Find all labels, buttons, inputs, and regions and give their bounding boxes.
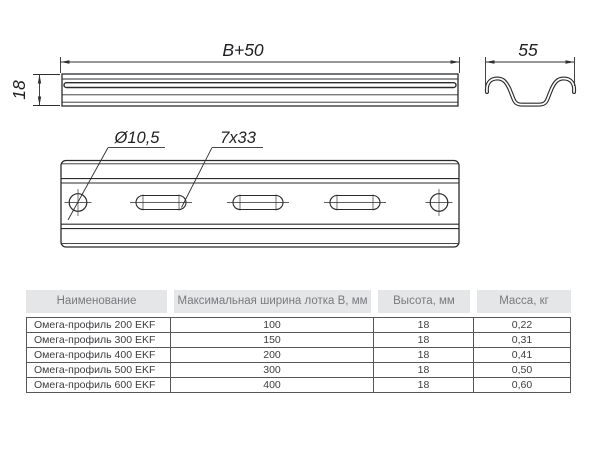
slot-size-label: 7x33 [220, 129, 256, 147]
dimension-height [33, 75, 60, 106]
table-cell: 0,31 [511, 334, 533, 346]
table-cell: 0,60 [511, 379, 533, 391]
table-row [27, 348, 570, 363]
table-cell: Омега-профиль 300 EKF [27, 333, 171, 347]
rolled-edge-band [64, 83, 456, 88]
omega-profile-outline [487, 79, 574, 105]
dimension-length-label: B+50 [222, 40, 264, 60]
slotted-holes [130, 195, 386, 211]
table-header-mass: Масса, кг [477, 290, 571, 313]
table-header-height: Высота, мм [378, 290, 470, 313]
table-cell: 18 [374, 348, 474, 362]
table-cell: 300 [171, 363, 374, 377]
table-cell: 0,22 [511, 319, 533, 331]
arrowhead-left [486, 60, 495, 63]
table-cell: 200 [171, 348, 374, 362]
dimension-height-label: 18 [9, 80, 29, 100]
table-header-max-width: Максимальная ширина лотка В, мм [174, 290, 371, 313]
table-header-name: Наименование [26, 290, 167, 313]
table-cell: 18 [374, 363, 474, 377]
arrowhead-up [38, 75, 41, 84]
table-cell: 0,41 [511, 349, 533, 361]
table-cell: 150 [171, 333, 374, 347]
table-cell: 18 [374, 333, 474, 347]
table-row [27, 363, 570, 378]
table-cell: Омега-профиль 200 EKF [27, 318, 171, 332]
side-view [62, 74, 458, 106]
arrowhead-down [38, 97, 41, 106]
table-cell: 18 [374, 378, 474, 392]
slot-centerlines [130, 195, 386, 211]
table-cell: Омега-профиль 600 EKF [27, 378, 171, 392]
table-cell: 0,50 [511, 364, 533, 376]
leader-slot-size [182, 148, 264, 208]
table-cell: 100 [171, 318, 374, 332]
table-row [27, 318, 570, 333]
dimension-section-width [486, 57, 575, 86]
dimension-section-width-label: 55 [518, 40, 538, 60]
arrowhead-right [451, 60, 460, 63]
table-cell: Омега-профиль 500 EKF [27, 363, 171, 377]
table-cell: 400 [171, 378, 374, 392]
section-view [487, 79, 574, 105]
table-body [26, 317, 571, 393]
table-row [27, 333, 570, 348]
arrowhead-left [61, 60, 70, 63]
omega-profile-sheet-gap [487, 79, 574, 105]
hole-diameter-label: Ø10,5 [114, 129, 160, 147]
top-view [61, 161, 459, 248]
table-row [27, 378, 570, 392]
arrowhead-right [566, 60, 575, 63]
table-cell: Омега-профиль 400 EKF [27, 348, 171, 362]
table-cell: 18 [374, 318, 474, 332]
